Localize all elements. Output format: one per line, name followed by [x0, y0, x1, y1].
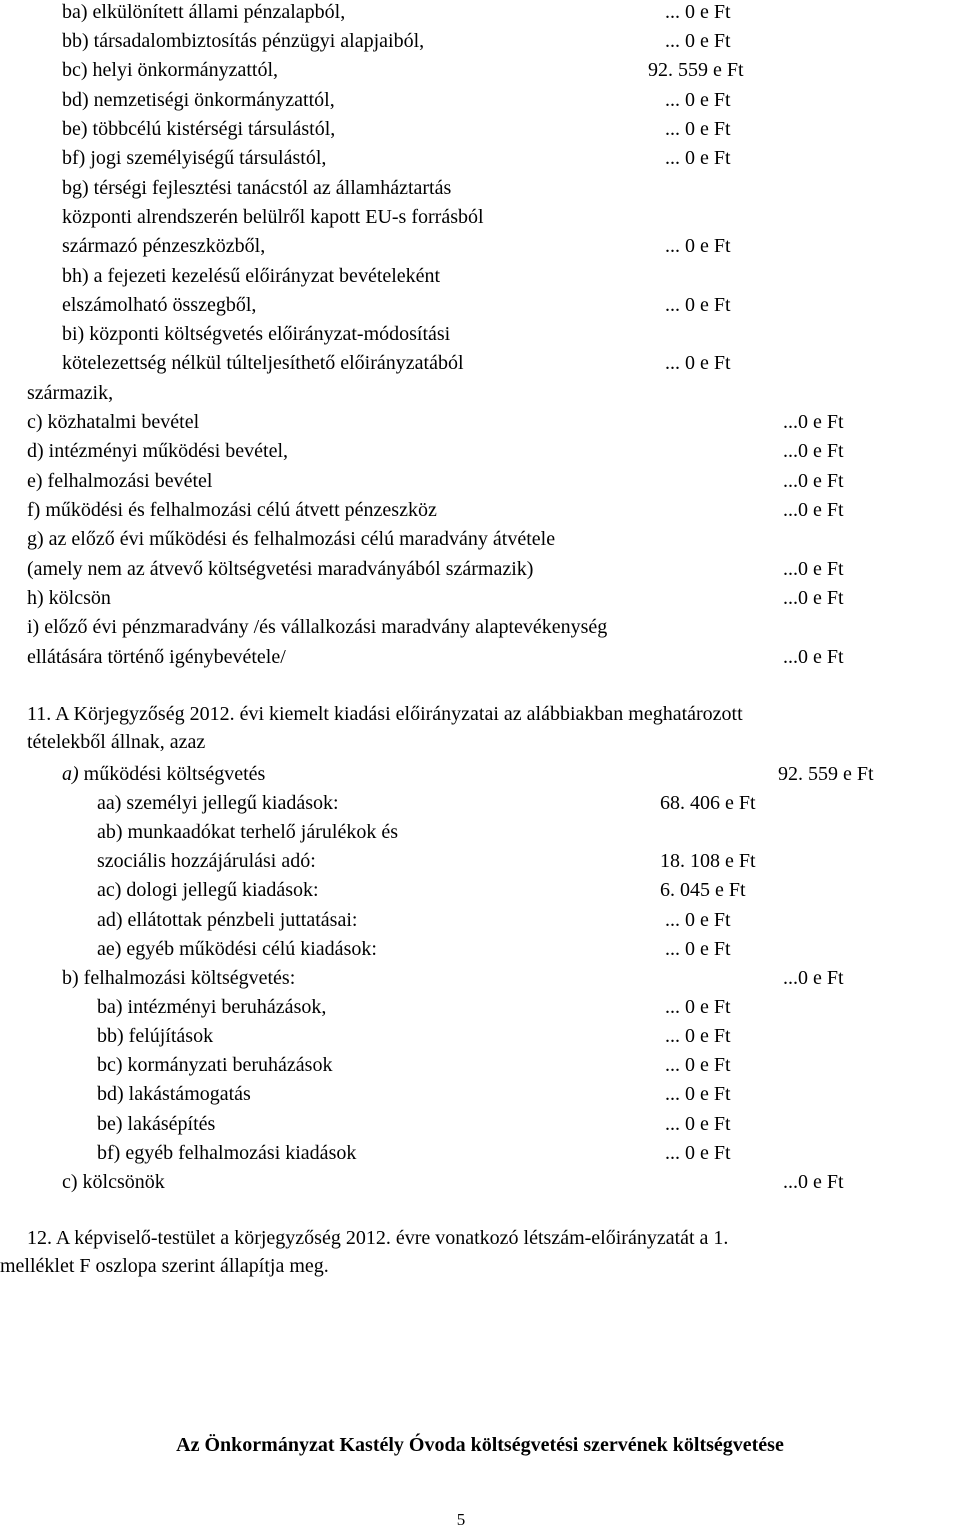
row-label: [27, 527, 555, 551]
row-label-text: működési költségvetés: [83, 763, 266, 785]
row-label-text: bg) térségi fejlesztési tanácstól az államháztartás: [62, 177, 452, 199]
section-11-line2: tételekből állnak, azaz: [27, 731, 206, 753]
row-label-text: kötelezettség nélkül túlteljesíthető előirányzatából: [62, 352, 464, 374]
row-label-text: ellátására történő igénybevétele/: [27, 646, 286, 668]
row-value: ... 0 e Ft: [665, 1142, 731, 1164]
row-value: ... 0 e Ft: [665, 1, 731, 23]
row-value: 6. 045 e Ft: [660, 879, 746, 901]
row-label-text: be) lakásépítés: [97, 1113, 216, 1135]
row-label-text: ae) egyéb működési célú kiadások:: [97, 938, 377, 960]
row-label-text: bb) felújítások: [97, 1025, 214, 1047]
row-label: [62, 966, 295, 990]
row-label: [27, 381, 113, 405]
row-label: [97, 820, 398, 844]
row-label-text: ab) munkaadókat terhelő járulékok és: [97, 821, 398, 843]
row-value: ... 0 e Ft: [665, 1113, 731, 1135]
row-label: [62, 762, 265, 786]
row-label: [27, 557, 533, 581]
section-12-line1: 12. A képviselő-testület a körjegyzőség 2012. évre vonatkozó létszám-előirányzatát a 1.: [27, 1227, 729, 1249]
row-label: [97, 1141, 356, 1165]
row-value: ...0 e Ft: [783, 646, 844, 668]
row-label-text: ba) intézményi beruházások,: [97, 996, 327, 1018]
row-label: [62, 117, 335, 141]
row-label-text: ac) dologi jellegű kiadások:: [97, 879, 319, 901]
row-label-text: származik,: [27, 382, 114, 404]
row-value: 68. 406 e Ft: [660, 792, 756, 814]
row-label: [97, 791, 339, 815]
row-label: [62, 146, 326, 170]
row-value: ... 0 e Ft: [665, 294, 731, 316]
row-value: ... 0 e Ft: [665, 1025, 731, 1047]
row-label-text: f) működési és felhalmozási célú átvett pénzeszköz: [27, 499, 437, 521]
row-value: ... 0 e Ft: [665, 909, 731, 931]
row-label: [97, 1082, 251, 1106]
row-label-text: ad) ellátottak pénzbeli juttatásai:: [97, 909, 358, 931]
section-11-line1: 11. A Körjegyzőség 2012. évi kiemelt kiadási előirányzatai az alábbiakban meghatározott: [27, 703, 743, 725]
row-value: ...0 e Ft: [783, 587, 844, 609]
row-label: [97, 995, 326, 1019]
row-label-text: származó pénzeszközből,: [62, 235, 266, 257]
row-label: [97, 1053, 332, 1077]
row-value: ... 0 e Ft: [665, 1054, 731, 1076]
row-label: [27, 498, 437, 522]
row-value: ... 0 e Ft: [665, 996, 731, 1018]
row-label-text: d) intézményi működési bevétel,: [27, 440, 289, 462]
row-label: [62, 322, 450, 346]
row-value: ...0 e Ft: [783, 440, 844, 462]
row-label: [62, 1170, 165, 1194]
section-12-line2: melléklet F oszlopa szerint állapítja meg.: [0, 1255, 329, 1277]
row-label: [62, 29, 424, 53]
row-value: ... 0 e Ft: [665, 352, 731, 374]
row-value: ...0 e Ft: [783, 558, 844, 580]
row-label: [62, 88, 335, 112]
row-label: [27, 615, 607, 639]
row-label: [27, 586, 111, 610]
row-label: [62, 264, 440, 288]
row-label: [62, 351, 464, 375]
row-value: 18. 108 e Ft: [660, 850, 756, 872]
row-label: [27, 469, 212, 493]
row-prefix: a): [62, 763, 79, 785]
row-label-text: (amely nem az átvevő költségvetési maradványából származik): [27, 558, 534, 580]
row-label-text: bc) helyi önkormányzattól,: [62, 59, 279, 81]
row-value: ... 0 e Ft: [665, 938, 731, 960]
row-value: ...0 e Ft: [783, 499, 844, 521]
row-label-text: bf) jogi személyiségű társulástól,: [62, 147, 327, 169]
row-value: ...0 e Ft: [783, 1171, 844, 1193]
row-label-text: be) többcélú kistérségi társulástól,: [62, 118, 336, 140]
row-value: ... 0 e Ft: [665, 89, 731, 111]
row-label: [97, 878, 319, 902]
row-value: 92. 559 e Ft: [648, 59, 744, 81]
row-value: ... 0 e Ft: [665, 147, 731, 169]
row-label-text: bd) nemzetiségi önkormányzattól,: [62, 89, 335, 111]
row-label-text: c) közhatalmi bevétel: [27, 411, 200, 433]
row-label-text: ba) elkülönített állami pénzalapból,: [62, 1, 346, 23]
row-label: [97, 1112, 215, 1136]
row-label: [97, 849, 316, 873]
row-label: [27, 439, 288, 463]
row-label-text: központi alrendszerén belülről kapott EU-s forrásból: [62, 206, 484, 228]
row-value: ... 0 e Ft: [665, 30, 731, 52]
row-label: [62, 205, 484, 229]
row-label: [62, 234, 265, 258]
row-label: [27, 410, 199, 434]
row-label-text: bi) központi költségvetés előirányzat-módosítási: [62, 323, 451, 345]
row-value: ...0 e Ft: [783, 470, 844, 492]
row-value: ... 0 e Ft: [665, 118, 731, 140]
row-label: [97, 937, 377, 961]
row-label: [62, 0, 345, 24]
section-heading: Az Önkormányzat Kastély Óvoda költségvetési szervének költségvetése: [176, 1434, 784, 1456]
row-label: [62, 293, 256, 317]
row-value: ... 0 e Ft: [665, 1083, 731, 1105]
row-label-text: elszámolható összegből,: [62, 294, 257, 316]
row-label-text: bd) lakástámogatás: [97, 1083, 251, 1105]
section-11-intro: [27, 700, 743, 756]
row-value: ...0 e Ft: [783, 411, 844, 433]
row-label-text: i) előző évi pénzmaradvány /és vállalkozási maradvány alaptevékenység: [27, 616, 608, 638]
row-label: [97, 1024, 213, 1048]
row-value: ...0 e Ft: [783, 967, 844, 989]
row-label-text: bb) társadalombiztosítás pénzügyi alapjaiból,: [62, 30, 425, 52]
row-label: [62, 176, 451, 200]
row-label: [97, 908, 357, 932]
row-label-text: b) felhalmozási költségvetés:: [62, 967, 296, 989]
row-value: ... 0 e Ft: [665, 235, 731, 257]
row-label-text: c) kölcsönök: [62, 1171, 165, 1193]
row-label-text: e) felhalmozási bevétel: [27, 470, 213, 492]
row-label-text: bf) egyéb felhalmozási kiadások: [97, 1142, 357, 1164]
row-label: [62, 58, 278, 82]
row-label: [27, 645, 286, 669]
row-label-text: szociális hozzájárulási adó:: [97, 850, 316, 872]
row-label-text: g) az előző évi működési és felhalmozási célú maradvány átvétele: [27, 528, 556, 550]
section-12: [0, 1224, 729, 1280]
row-label-text: bc) kormányzati beruházások: [97, 1054, 333, 1076]
row-label-text: bh) a fejezeti kezelésű előirányzat bevételeként: [62, 265, 441, 287]
page-number: 5: [456, 1510, 466, 1529]
row-label-text: aa) személyi jellegű kiadások:: [97, 792, 339, 814]
row-label-text: h) kölcsön: [27, 587, 111, 609]
row-value: 92. 559 e Ft: [778, 763, 874, 785]
